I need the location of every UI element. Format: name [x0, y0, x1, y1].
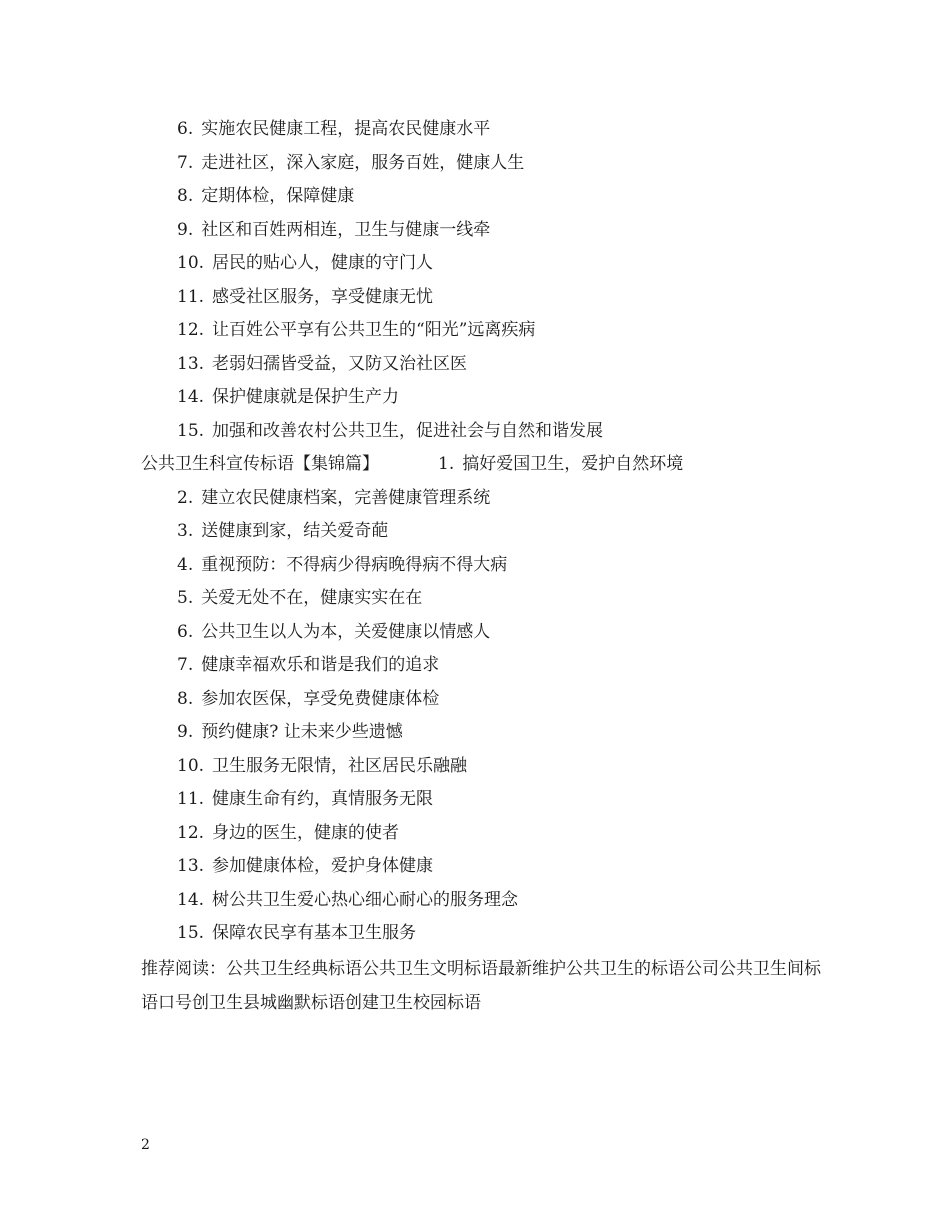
- item-text: 让百姓公平享有公共卫生的“阳光”远离疾病: [212, 320, 536, 340]
- list-item: [0, 716, 950, 750]
- list-item: [0, 783, 950, 817]
- list-item: [0, 750, 950, 784]
- list-item: [0, 113, 950, 147]
- item-number: 7.: [177, 655, 194, 675]
- item-number: 13.: [177, 856, 205, 876]
- item-number: 13.: [177, 353, 205, 374]
- section-title: 公共卫生科宣传标语【集锦篇】: [141, 454, 379, 474]
- item-text: 感受社区服务，享受健康无忧: [212, 286, 434, 307]
- item-text: 关爱无处不在，健康实实在在: [201, 588, 423, 608]
- item-text: 公共卫生以人为本，关爱健康以情感人: [201, 621, 491, 642]
- item-number: 12.: [177, 822, 205, 843]
- item-number: 6.: [177, 119, 194, 139]
- item-number: 14.: [177, 889, 205, 910]
- list-item: [0, 281, 950, 315]
- item-text: 加强和改善农村公共卫生，促进社会与自然和谐发展: [212, 420, 604, 441]
- list-item: [0, 147, 950, 181]
- list-item: [0, 180, 950, 214]
- item-text: 预约健康? 让未来少些遗憾: [201, 722, 403, 742]
- list-item: [0, 884, 950, 918]
- item-text: 保障农民享有基本卫生服务: [212, 923, 417, 943]
- item-number: 9.: [177, 219, 194, 240]
- list-item: [0, 415, 950, 449]
- item-number: 8.: [177, 186, 194, 206]
- item-number: 12.: [177, 320, 205, 340]
- item-number: 15.: [177, 923, 205, 943]
- list-item: [0, 247, 950, 281]
- list-item: [0, 649, 950, 683]
- item-text: 搞好爱国卫生，爱护自然环境: [462, 454, 684, 474]
- list-item: [0, 850, 950, 884]
- item-number: 11.: [177, 789, 205, 809]
- item-number: 7.: [177, 152, 194, 173]
- item-text: 树公共卫生爱心热心细心耐心的服务理念: [212, 889, 519, 910]
- slogan-list: [0, 113, 950, 951]
- item-text: 健康生命有约，真情服务无限: [212, 789, 434, 809]
- list-item: [0, 515, 950, 549]
- item-number: 10.: [177, 253, 205, 273]
- list-item: [0, 817, 950, 851]
- list-item: [0, 482, 950, 516]
- list-item: [0, 582, 950, 616]
- page-number: 2: [141, 1137, 150, 1153]
- item-number: 4.: [177, 554, 194, 575]
- item-text: 健康幸福欢乐和谐是我们的追求: [201, 655, 440, 675]
- item-text: 建立农民健康档案，完善健康管理系统: [201, 487, 491, 508]
- item-text: 老弱妇孺皆受益，又防又治社区医: [212, 353, 468, 374]
- section-heading-line: [0, 448, 950, 482]
- item-number: 10.: [177, 755, 205, 776]
- item-text: 定期体检，保障健康: [201, 186, 355, 206]
- item-text: 身边的医生，健康的使者: [212, 822, 400, 843]
- list-item: [0, 549, 950, 583]
- item-text: 保护健康就是保护生产力: [212, 387, 400, 407]
- item-text: 居民的贴心人，健康的守门人: [212, 253, 434, 273]
- list-item: [0, 683, 950, 717]
- list-item: [0, 314, 950, 348]
- list-item: [0, 381, 950, 415]
- item-number: 14.: [177, 387, 205, 407]
- recommended-reading: 推荐阅读：公共卫生经典标语公共卫生文明标语最新维护公共卫生的标语公司公共卫生间标语口号创卫生县城幽默标语创建卫生校园标语: [141, 959, 821, 1013]
- item-number: 9.: [177, 722, 194, 742]
- list-item: [0, 348, 950, 382]
- item-number: 3.: [177, 521, 194, 541]
- list-item: [0, 616, 950, 650]
- item-text: 卫生服务无限情，社区居民乐融融: [212, 755, 468, 776]
- item-number: 15.: [177, 420, 205, 441]
- item-number: 6.: [177, 621, 194, 642]
- item-text: 实施农民健康工程，提高农民健康水平: [201, 119, 491, 139]
- item-text: 社区和百姓两相连，卫生与健康一线牵: [201, 219, 491, 240]
- item-number: 2.: [177, 487, 194, 508]
- item-text: 参加农医保，享受免费健康体检: [201, 688, 440, 709]
- item-number: 5.: [177, 588, 194, 608]
- list-item: [0, 214, 950, 248]
- item-text: 参加健康体检，爱护身体健康: [212, 856, 434, 876]
- item-number: 1.: [438, 454, 455, 474]
- item-text: 送健康到家，结关爱奇葩: [201, 521, 389, 541]
- item-text: 重视预防：不得病少得病晚得病不得大病: [201, 554, 508, 575]
- list-item: [0, 917, 950, 951]
- item-number: 8.: [177, 688, 194, 709]
- item-text: 走进社区，深入家庭，服务百姓，健康人生: [201, 152, 525, 173]
- item-number: 11.: [177, 286, 205, 307]
